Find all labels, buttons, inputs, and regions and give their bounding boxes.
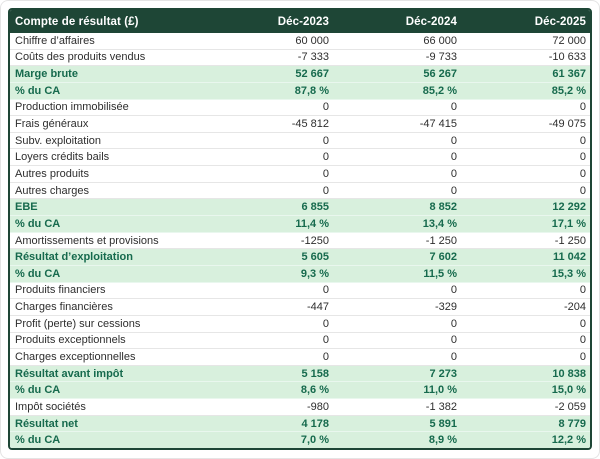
table-row (10, 283, 590, 300)
row-value: 0 (322, 184, 329, 197)
row-label: EBE (15, 201, 38, 214)
row-label: Charges financières (15, 301, 113, 314)
row-value: 8 852 (429, 201, 457, 214)
row-value: 0 (450, 151, 457, 164)
table-row (10, 83, 590, 100)
row-value: -9 733 (425, 51, 457, 64)
row-value: 12,2 % (551, 434, 586, 447)
row-value: 0 (579, 134, 586, 147)
column-header-dec-2023: Déc-2023 (277, 15, 329, 28)
row-value: 12 292 (552, 201, 586, 214)
row-value: 8,9 % (428, 434, 457, 447)
row-value: 66 000 (423, 34, 457, 47)
table-row (10, 399, 590, 416)
row-value: 6 855 (301, 201, 329, 214)
row-label: % du CA (15, 267, 61, 280)
table-row (10, 366, 590, 383)
row-value: 0 (450, 334, 457, 347)
row-value: 0 (579, 350, 586, 363)
table-row (10, 116, 590, 133)
row-value: 85,2 % (422, 84, 457, 97)
row-value: 87,8 % (294, 84, 329, 97)
row-value: -10 633 (548, 51, 586, 64)
row-label: Résultat d’exploitation (15, 251, 133, 264)
row-value: 0 (322, 284, 329, 297)
row-value: 60 000 (295, 34, 329, 47)
row-label: % du CA (15, 217, 61, 230)
row-value: -45 812 (291, 118, 329, 131)
row-label: Produits financiers (15, 284, 106, 297)
row-value: 0 (322, 167, 329, 180)
table-row (10, 133, 590, 150)
row-value: 0 (579, 284, 586, 297)
row-value: 72 000 (552, 34, 586, 47)
row-value: 13,4 % (422, 217, 457, 230)
row-value: 5 158 (301, 367, 329, 380)
row-label: Frais généraux (15, 118, 89, 131)
row-value: 0 (450, 167, 457, 180)
row-label: Profit (perte) sur cessions (15, 317, 141, 330)
row-label: Coûts des produits vendus (15, 51, 146, 64)
row-value: -447 (306, 301, 329, 314)
row-value: 0 (450, 317, 457, 330)
row-value: 0 (450, 350, 457, 363)
table-row (10, 416, 590, 433)
row-value: 0 (450, 184, 457, 197)
row-value: -1 250 (554, 234, 586, 247)
row-value: 0 (322, 134, 329, 147)
row-value: -2 059 (554, 400, 586, 413)
table-row (10, 432, 590, 448)
row-value: 0 (579, 184, 586, 197)
row-value: 7,0 % (300, 434, 329, 447)
row-value: 11 042 (552, 251, 586, 264)
table-row (10, 266, 590, 283)
row-value: 0 (450, 101, 457, 114)
row-value: -329 (434, 301, 457, 314)
table-row (10, 183, 590, 200)
row-value: -47 415 (419, 118, 457, 131)
row-value: 0 (579, 101, 586, 114)
table-row (10, 249, 590, 266)
row-value: -49 075 (548, 118, 586, 131)
income-statement-table (8, 8, 592, 450)
table-row (10, 316, 590, 333)
table-row (10, 382, 590, 399)
row-label: Autres produits (15, 167, 89, 180)
row-value: 56 267 (423, 68, 457, 81)
row-value: 61 367 (552, 68, 586, 81)
table-row (10, 199, 590, 216)
row-value: 17,1 % (551, 217, 586, 230)
row-value: 11,4 % (295, 217, 329, 230)
row-label: Autres charges (15, 184, 89, 197)
table-title: Compte de résultat (£) (15, 15, 139, 28)
row-label: % du CA (15, 384, 61, 397)
row-value: -1 250 (425, 234, 457, 247)
row-value: 0 (322, 334, 329, 347)
table-row (10, 166, 590, 183)
row-value: 7 602 (429, 251, 457, 264)
row-value: 0 (579, 317, 586, 330)
table-row (10, 333, 590, 350)
row-value: 52 667 (295, 68, 329, 81)
row-label: Résultat avant impôt (15, 367, 124, 380)
row-value: -7 333 (297, 51, 329, 64)
table-row (10, 149, 590, 166)
table-row (10, 33, 590, 50)
row-value: 5 891 (429, 417, 457, 430)
row-value: 0 (450, 284, 457, 297)
column-header-dec-2024: Déc-2024 (405, 15, 457, 28)
row-label: Produits exceptionnels (15, 334, 126, 347)
row-value: 7 273 (429, 367, 457, 380)
row-value: 8,6 % (300, 384, 329, 397)
row-value: 4 178 (301, 417, 329, 430)
column-header-dec-2025: Déc-2025 (534, 15, 586, 28)
table-body (10, 33, 590, 448)
row-value: -980 (306, 400, 329, 413)
row-value: 15,3 % (551, 267, 586, 280)
row-value: 0 (579, 151, 586, 164)
table-row (10, 299, 590, 316)
row-label: Chiffre d’affaires (15, 34, 95, 47)
table-row (10, 349, 590, 366)
row-value: 10 838 (552, 367, 586, 380)
row-label: Charges exceptionnelles (15, 350, 136, 363)
row-value: 9,3 % (300, 267, 329, 280)
row-value: -1250 (300, 234, 329, 247)
row-value: 5 605 (301, 251, 329, 264)
row-value: 0 (579, 167, 586, 180)
row-value: 0 (322, 317, 329, 330)
row-value: 15,0 % (551, 384, 586, 397)
row-label: Subv. exploitation (15, 134, 102, 147)
row-label: Impôt sociétés (15, 400, 86, 413)
row-label: % du CA (15, 84, 61, 97)
row-label: Loyers crédits bails (15, 151, 110, 164)
row-label: Amortissements et provisions (15, 234, 159, 247)
row-value: -1 382 (425, 400, 457, 413)
table-row (10, 100, 590, 117)
row-value: -204 (563, 301, 586, 314)
table-row (10, 216, 590, 233)
row-label: % du CA (15, 434, 61, 447)
row-value: 85,2 % (551, 84, 586, 97)
row-value: 11,5 % (423, 267, 457, 280)
table-row (10, 66, 590, 83)
table-row (10, 233, 590, 250)
row-value: 11,0 % (423, 384, 457, 397)
row-label: Résultat net (15, 417, 78, 430)
row-value: 0 (579, 334, 586, 347)
table-header-row (10, 10, 590, 33)
row-value: 0 (322, 350, 329, 363)
table-row (10, 50, 590, 67)
row-value: 0 (450, 134, 457, 147)
row-value: 0 (322, 101, 329, 114)
row-label: Production immobilisée (15, 101, 129, 114)
row-value: 0 (322, 151, 329, 164)
row-value: 8 779 (558, 417, 586, 430)
row-label: Marge brute (15, 68, 78, 81)
